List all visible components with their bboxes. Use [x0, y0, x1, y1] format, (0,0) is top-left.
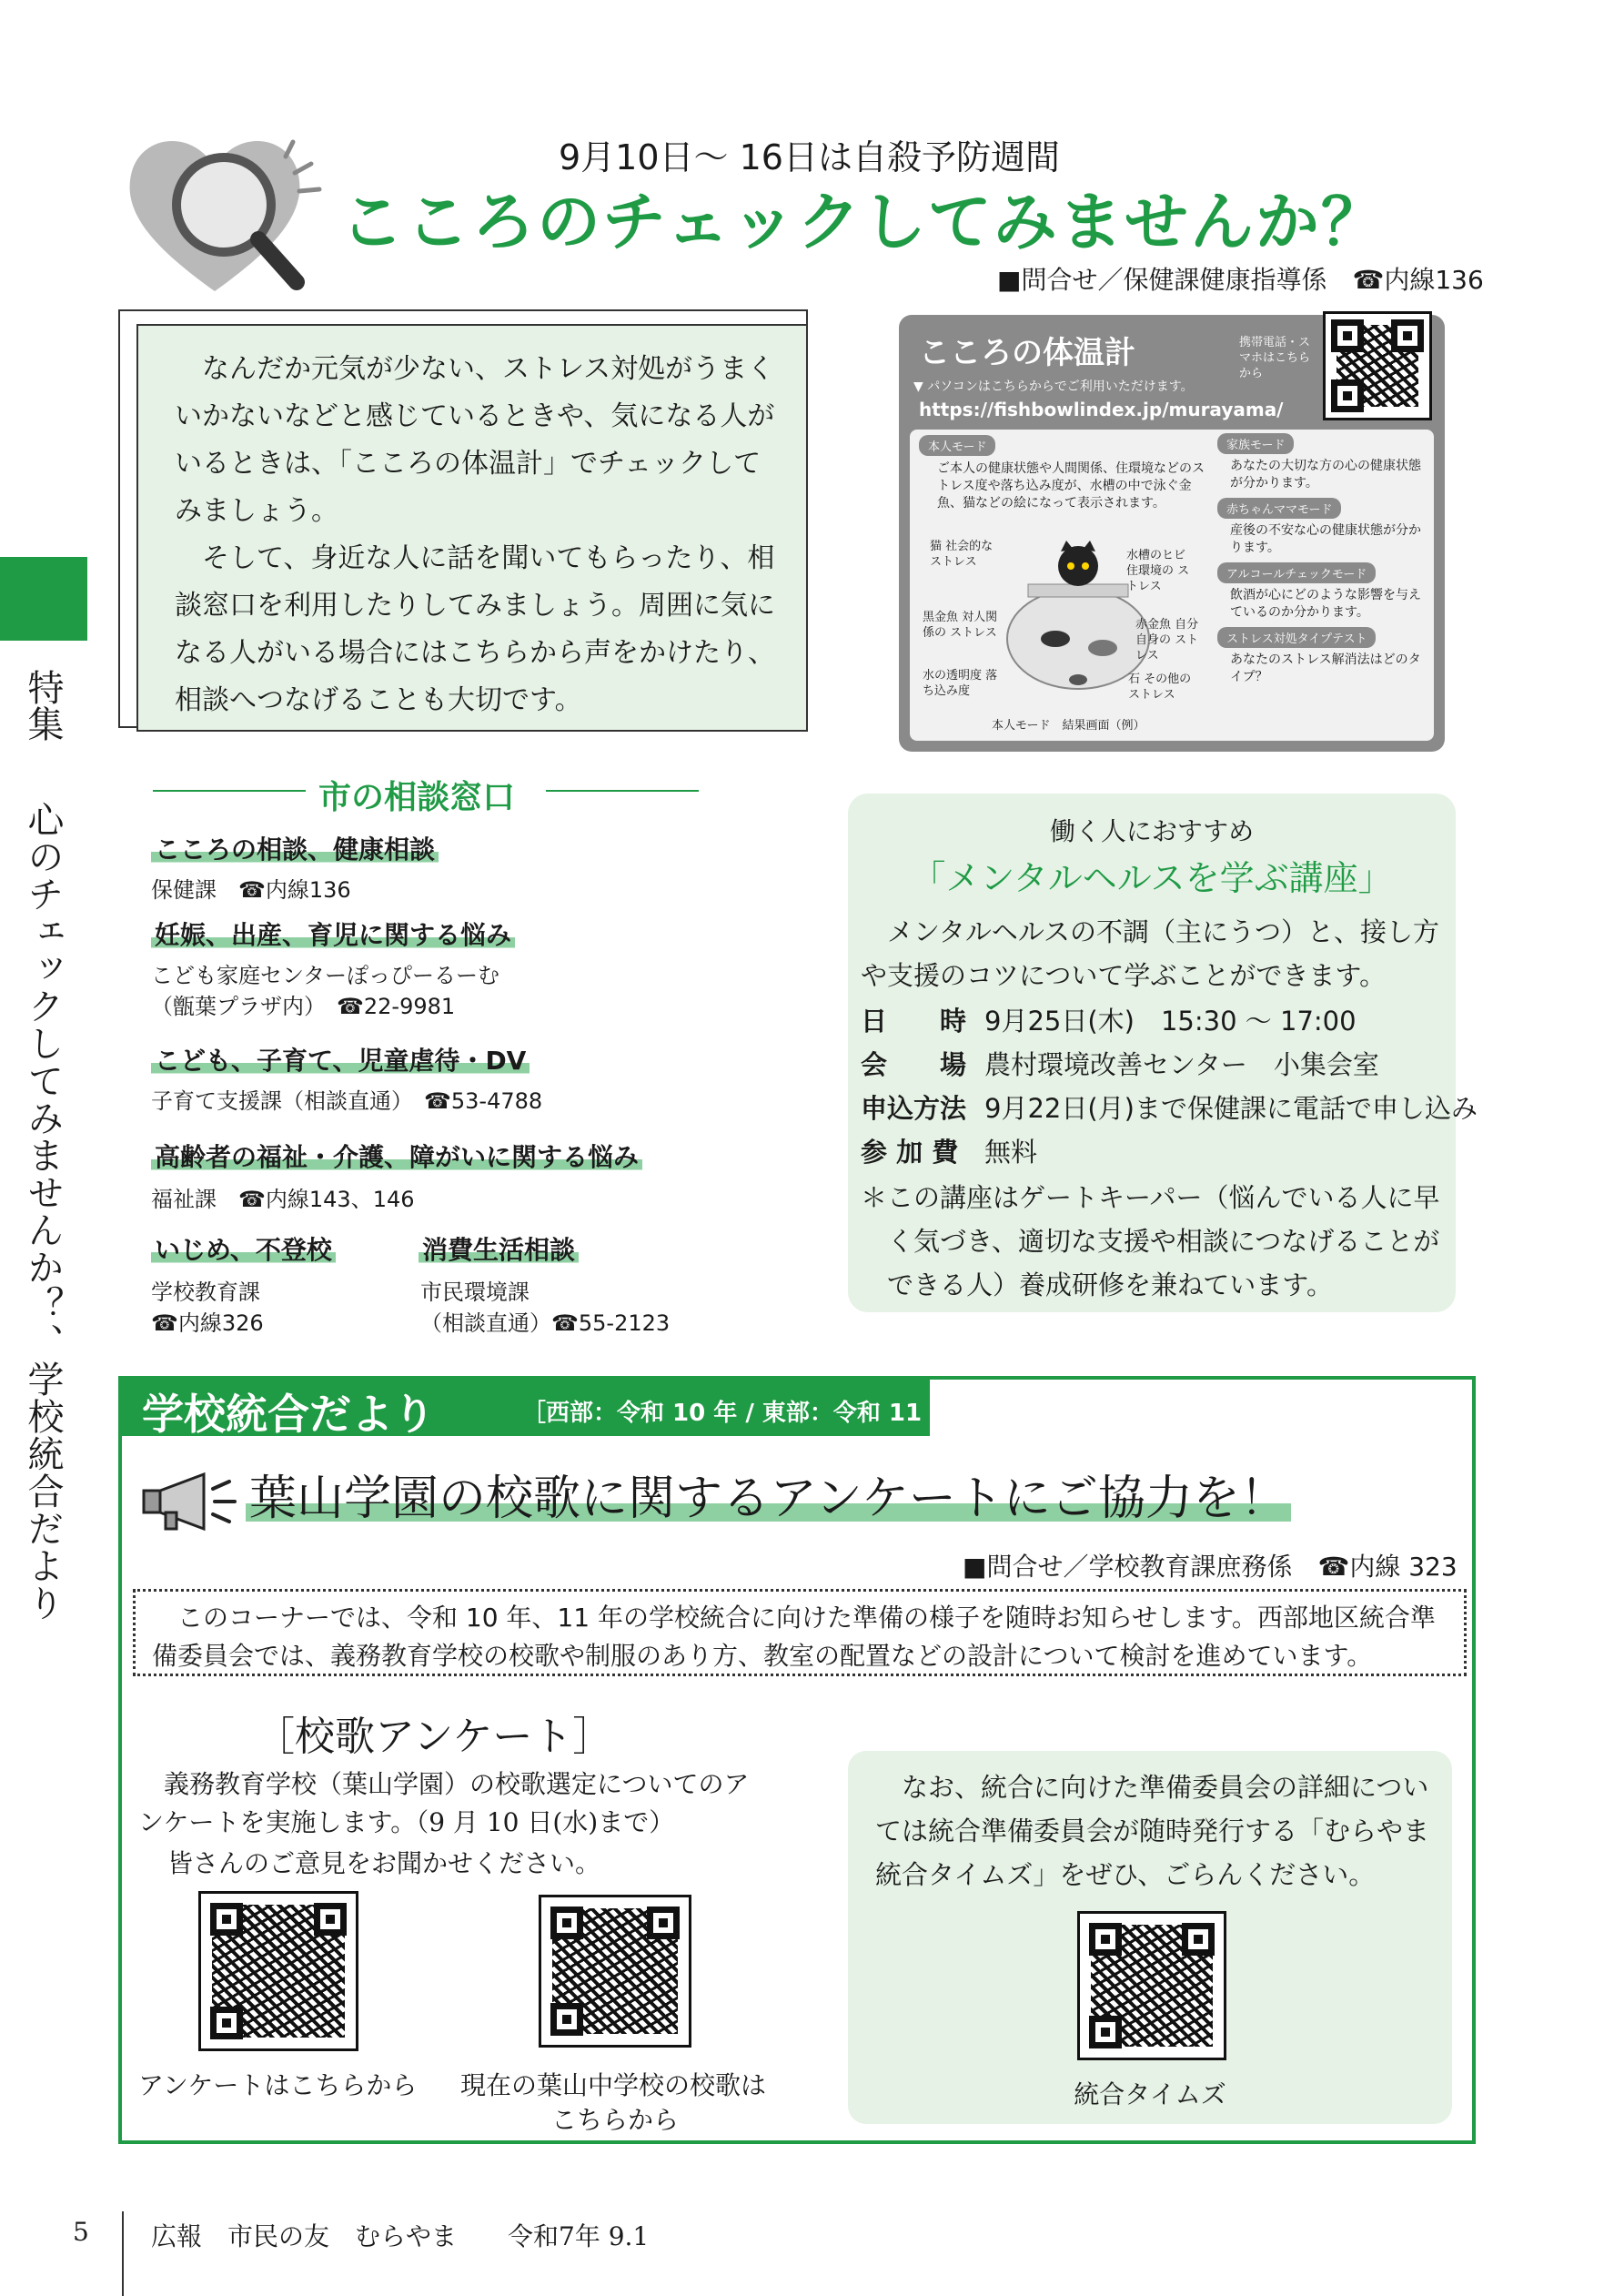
school-song-qr-code[interactable]: [539, 1895, 691, 2048]
mode-text: 産後の不安な心の健康状態が分かります。: [1230, 523, 1421, 555]
consult-title-consumer: 消費生活相談: [419, 1230, 579, 1267]
course-row-key: 参 加 費: [861, 1137, 959, 1168]
course-row-value: 9月22日(月)まで保健課に電話で申し込み: [984, 1093, 1478, 1124]
course-row-fee: [861, 1132, 1037, 1169]
megaphone-icon: [140, 1469, 240, 1534]
consult-title-elderly: 高齢者の福祉・介護、障がいに関する悩み: [151, 1138, 642, 1174]
times-qr-code[interactable]: [1077, 1911, 1226, 2060]
label-black-fish: 黒金魚 対人関係の ストレス: [923, 611, 998, 640]
intro-paragraph-2: そして、身近な人に話を聞いてもらったり、相談窓口を利用したりしてみましょう。周囲に気になる人がいる場合にはこちらから声をかけたり、相談へつなげることも大切です。: [175, 542, 775, 716]
thermometer-qr-code[interactable]: [1323, 311, 1432, 420]
header-subtitle: 9月10日〜 16日は自殺予防週間: [559, 137, 1060, 177]
school-song-qr-caption-1: 現在の葉山中学校の校歌は: [460, 2070, 767, 2100]
consult-title-bullying: いじめ、不登校: [151, 1230, 336, 1267]
school-notice-text: このコーナーでは、令和 10 年、11 年の学校統合に向けた準備の様子を随時お知らせします。西部地区統合準備委員会では、義務教育学校の校歌や制服のあり方、教室の配置などの設計について検討を進めています。: [152, 1603, 1436, 1671]
course-title: 「メンタルヘルスを学ぶ講座」: [911, 858, 1393, 898]
thermometer-caption: 本人モード 結果画面（例）: [992, 719, 1145, 733]
survey-text-2: 皆さんのご意見をお聞かせください。: [167, 1848, 601, 1878]
course-note: ＊この講座はゲートキーパー（悩んでいる人に早く気づき、適切な支援や相談につなげることができる人）養成研修を兼ねています。: [861, 1182, 1440, 1300]
school-contact: ■問合せ／学校教育課庶務係 ☎内線 323: [963, 1552, 1458, 1582]
honnin-mode-text: ご本人の健康状態や人間関係、住環境などのストレス度や落ち込み度が、水槽の中で泳ぐ金魚、猫などの絵になって表示されます。: [937, 461, 1205, 511]
consult-title-child: こども、子育て、児童虐待・DV: [151, 1041, 530, 1077]
intro-paragraph-1: なんだか元気が少ない、ストレス対処がうまくいかないなどと感じているときや、気になる人がいるときは、「こころの体温計」でチェックしてみましょう。: [175, 353, 775, 527]
school-song-qr-caption-2: こちらから: [551, 2105, 680, 2135]
thermometer-url[interactable]: https://fishbowlindex.jp/murayama/: [919, 399, 1284, 420]
course-row-value: 無料: [984, 1137, 1038, 1168]
consult-contact-child: 子育て支援課（相談直通） ☎53-4788: [151, 1088, 543, 1114]
thermometer-title: こころの体温計: [919, 335, 1135, 371]
mode-tag: 赤ちゃんママモード: [1217, 498, 1341, 519]
side-tab-label-feature: 特集: [22, 669, 64, 742]
consult-contact-consumer-2: （相談直通）☎55-2123: [420, 1310, 671, 1336]
course-row-date: [861, 1001, 1357, 1038]
consult-title-pregnancy: 妊娠、出産、育児に関する悩み: [151, 915, 515, 952]
course-row-key: 申込方法: [861, 1093, 967, 1124]
course-row-key: 会 場: [861, 1049, 967, 1080]
honnin-mode-tag: 本人モード: [919, 435, 995, 456]
thermometer-panel: [899, 315, 1445, 752]
consult-heading: 市の相談窓口: [318, 779, 516, 816]
consult-contact-bullying-2: ☎内線326: [151, 1310, 264, 1336]
course-row-venue: [861, 1045, 1379, 1082]
side-tab-marker: [0, 557, 87, 641]
consult-contact-elderly: 福祉課 ☎内線143、146: [151, 1187, 415, 1212]
course-row-value: 農村環境改善センター 小集会室: [984, 1049, 1379, 1080]
consult-title-mental: こころの相談、健康相談: [151, 830, 439, 866]
survey-qr-code[interactable]: [198, 1891, 358, 2051]
school-headline: 葉山学園の校歌に関するアンケートにご協力を！: [246, 1460, 1291, 1528]
consult-contact-consumer-1: 市民環境課: [420, 1279, 530, 1305]
mode-text: あなたのストレス解消法はどのタイプ？: [1230, 652, 1421, 684]
school-banner: [118, 1376, 978, 1439]
page-title: こころのチェックしてみませんか？: [340, 185, 1387, 259]
mode-item: [1217, 433, 1428, 492]
label-crack: 水槽のヒビ 住環境の ストレス: [1126, 549, 1190, 593]
course-description: メンタルヘルスの不調（主にうつ）と、接し方や支援のコツについて学ぶことができます。: [861, 916, 1439, 991]
intro-box: [136, 324, 808, 732]
mode-text: あなたの大切な方の心の健康状態が分かります。: [1230, 459, 1421, 491]
label-water: 水の透明度 落ち込み度: [923, 669, 998, 698]
course-row-value: 9月25日(木) 15:30 〜 17:00: [984, 1006, 1357, 1037]
consult-heading-line-right: [546, 790, 699, 792]
mode-item: [1217, 498, 1428, 557]
mode-tag: ストレス対処タイプテスト: [1217, 627, 1376, 648]
modes-list: [1217, 433, 1428, 686]
thermometer-inner: [910, 430, 1434, 741]
footer-divider: [122, 2211, 124, 2296]
thermometer-pc-note: ▼ パソコンはこちらからでご利用いただけます。: [913, 379, 1194, 394]
label-red-fish: 赤金魚 自分自身の ストレス: [1135, 618, 1199, 663]
course-row-key: 日 時: [861, 1006, 967, 1037]
consult-contact-bullying-1: 学校教育課: [151, 1279, 260, 1305]
header-contact: ■問合せ／保健課健康指導係 ☎内線136: [997, 265, 1484, 295]
course-row-apply: [861, 1088, 1478, 1126]
times-box: [848, 1751, 1452, 2124]
times-text: なお、統合に向けた準備委員会の詳細については統合準備委員会が随時発行する「むらやま統合タイムズ」をぜひ、ごらんください。: [875, 1772, 1430, 1890]
label-cat: 猫 社会的な ストレス: [930, 540, 994, 569]
survey-qr-caption: アンケートはこちらから: [138, 2070, 418, 2100]
school-banner-title: 学校統合だより: [142, 1390, 435, 1439]
mode-tag: アルコールチェックモード: [1217, 562, 1376, 583]
footer-publication: 広報 市民の友 むらやま 令和7年 9.1: [151, 2221, 650, 2251]
mode-text: 飲酒が心にどのような影響を与えているのか分かります。: [1230, 588, 1421, 620]
mode-item: [1217, 562, 1428, 622]
survey-title: ［校歌アンケート］: [255, 1714, 613, 1760]
label-stone: 石 その他の ストレス: [1128, 673, 1192, 702]
course-kicker: 働く人におすすめ: [1049, 816, 1255, 846]
course-box: [848, 794, 1478, 1312]
thermometer-mobile-note: 携帯電話・スマホはこちらから: [1239, 336, 1311, 380]
consult-heading-line-left: [153, 790, 306, 792]
page-number: 5: [73, 2217, 89, 2247]
consult-contact-mental: 保健課 ☎内線136: [151, 877, 351, 903]
heart-magnifier-icon: [115, 118, 333, 300]
mode-item: [1217, 627, 1428, 686]
times-qr-caption: 統合タイムズ: [1074, 2079, 1226, 2109]
side-tab-label-topics: 心のチェックしてみませんか？、学校統合だより: [22, 801, 64, 1622]
school-notice-box: [133, 1589, 1467, 1676]
mode-tag: 家族モード: [1217, 433, 1294, 454]
consult-contact-pregnancy-1: こども家庭センターぽっぴーるーむ: [151, 963, 500, 988]
school-banner-sub: ［西部：令和 10 年 / 東部：令和 11 年］: [522, 1400, 978, 1427]
survey-text: 義務教育学校（葉山学園）の校歌選定についてのアンケートを実施します。（9 月 10 日(水)まで）: [138, 1769, 750, 1837]
consult-contact-pregnancy-2: （甑葉プラザ内） ☎22-9981: [151, 994, 456, 1019]
